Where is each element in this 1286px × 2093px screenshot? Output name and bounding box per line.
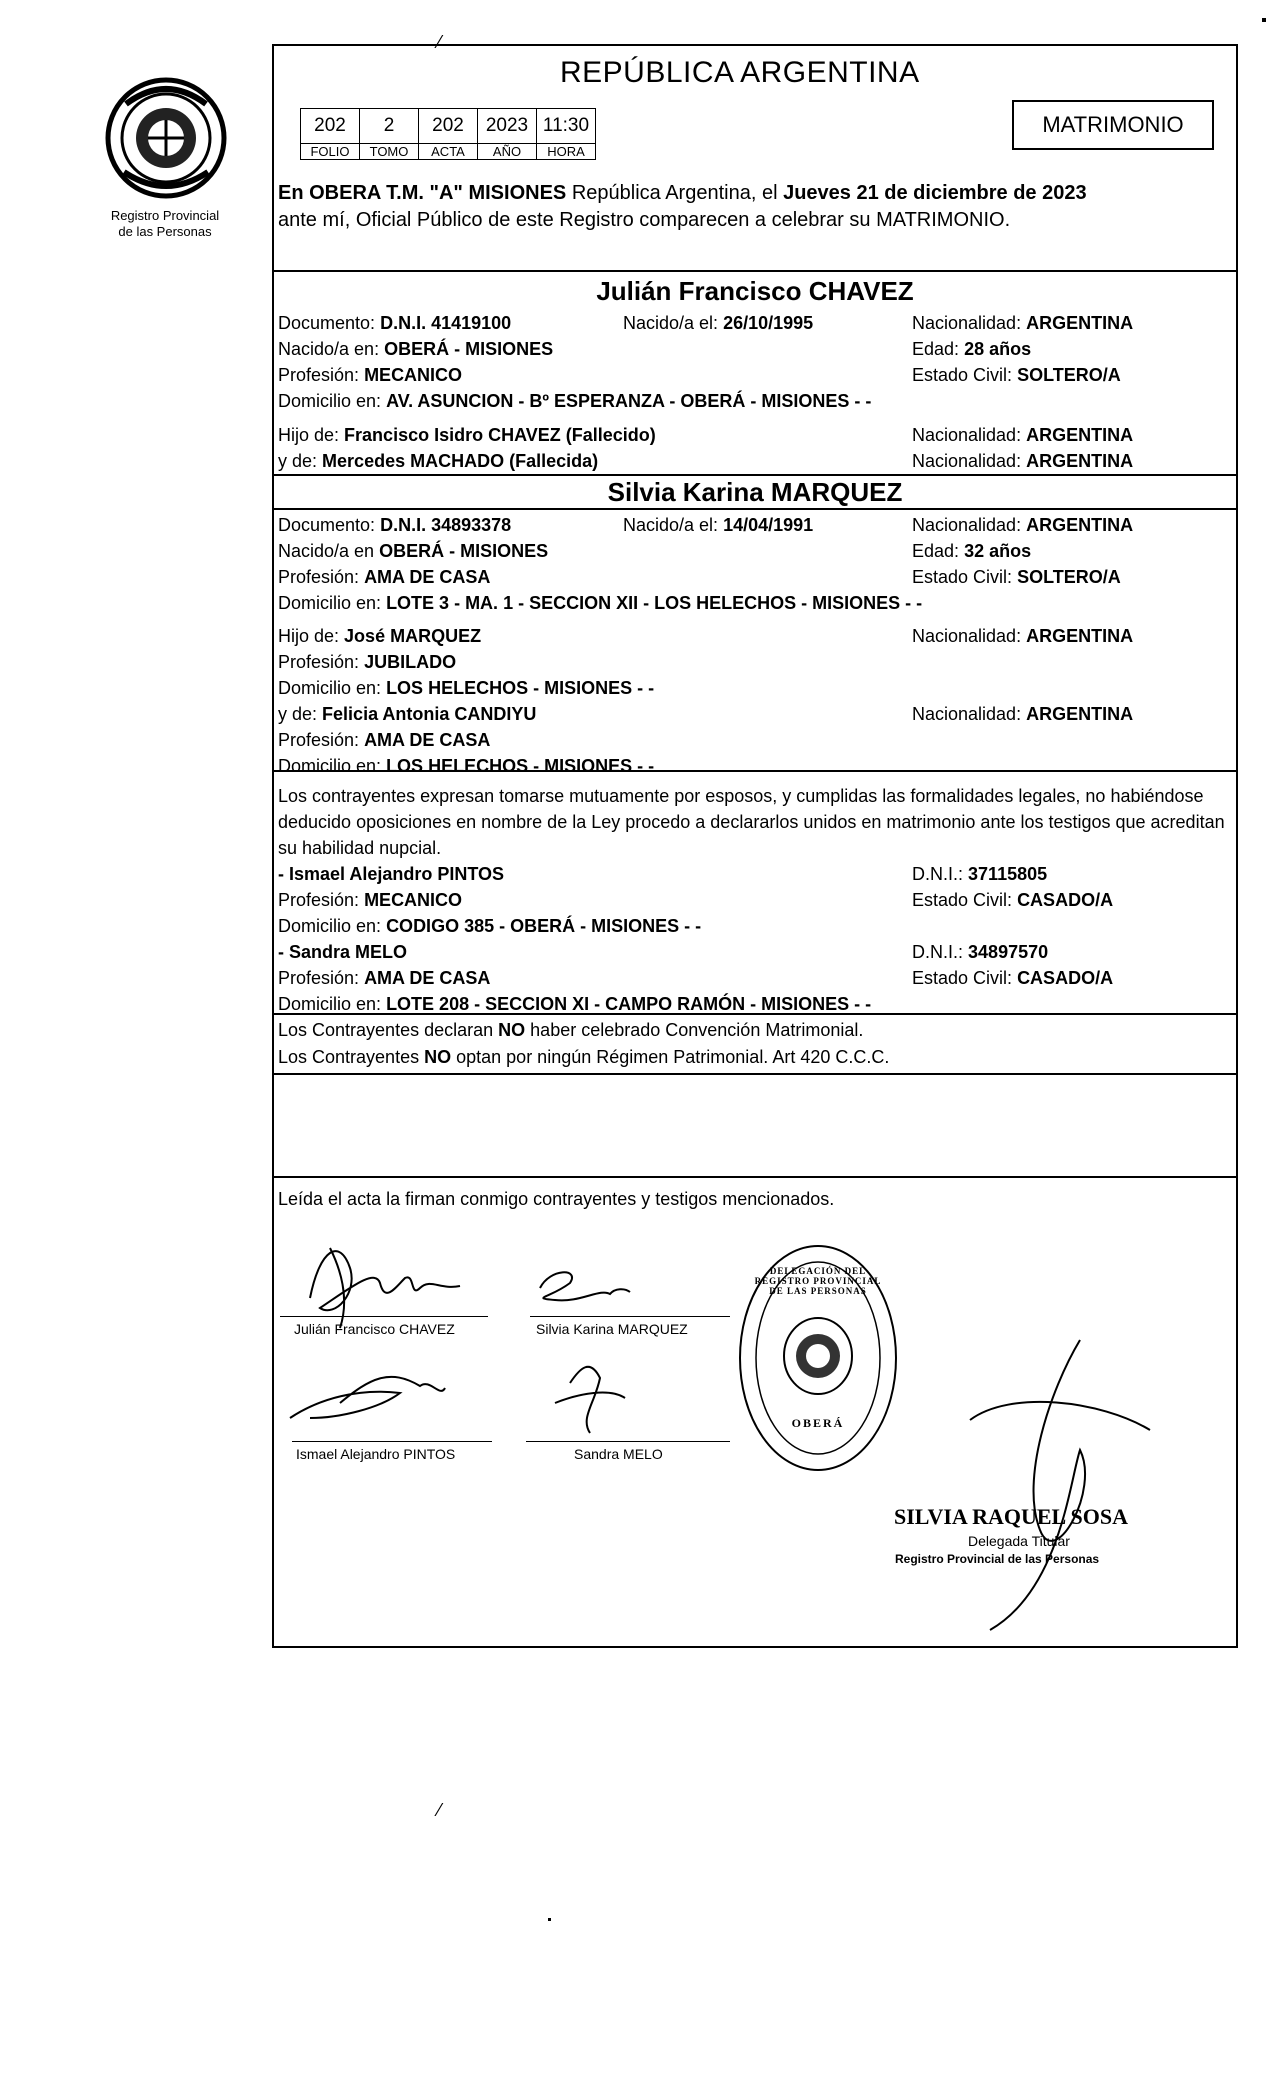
witness2-prof-row <box>278 965 1236 991</box>
father-value: José MARQUEZ <box>344 626 482 646</box>
field-label: Nacido/a en: <box>278 339 380 359</box>
field-label: Nacido/a el: <box>623 515 719 535</box>
divider <box>272 474 1238 476</box>
signature-line <box>280 1316 488 1317</box>
witness1-row <box>278 861 1236 887</box>
field-label: Domicilio en: <box>278 391 382 411</box>
regime-note <box>278 1044 1236 1070</box>
note-bold: NO <box>498 1020 526 1040</box>
field-label: Estado Civil: <box>912 365 1013 385</box>
birthplace-value: OBERÁ - MISIONES <box>384 339 554 359</box>
official-round-stamp <box>738 1238 898 1478</box>
page-title: REPÚBLICA ARGENTINA <box>560 56 920 89</box>
intro-date: Jueves 21 de diciembre de 2023 <box>783 182 1087 204</box>
logo-caption-line2: de las Personas <box>118 224 212 239</box>
address-value: LOTE 208 - SECCION XI - CAMPO RAMÓN - MISIONES - - <box>386 994 872 1014</box>
field-label: Domicilio en: <box>278 994 382 1014</box>
note-text: haber celebrado Convención Matrimonial. <box>530 1020 864 1040</box>
nationality-value: ARGENTINA <box>1026 451 1134 471</box>
record-type-box: MATRIMONIO <box>1012 100 1214 150</box>
nationality-value: ARGENTINA <box>1026 626 1134 646</box>
mother-value: Felicia Antonia CANDIYU <box>322 704 537 724</box>
official-name: SILVIA RAQUEL SOSA <box>894 1504 1128 1529</box>
divider <box>272 1073 1238 1075</box>
nationality-value: ARGENTINA <box>1026 515 1134 535</box>
witness2-dom-row <box>278 991 1236 1017</box>
father-dom-row <box>278 675 1236 701</box>
field-label: Edad: <box>912 541 960 561</box>
nationality-value: ARGENTINA <box>1026 313 1134 333</box>
address-value: LOTE 3 - MA. 1 - SECCION XII - LOS HELECHOS - MISIONES - - <box>386 593 923 613</box>
stamp-ring-text: DELEGACIÓN DEL REGISTRO PROVINCIAL DE LAS PERSONAS <box>754 1266 882 1296</box>
field-label: D.N.I.: <box>912 942 964 962</box>
field-label: Nacionalidad: <box>912 626 1022 646</box>
documento-value: D.N.I. 41419100 <box>380 313 512 333</box>
signatures-lead <box>278 1186 1236 1212</box>
contrayente1-doc-row <box>278 310 1236 336</box>
field-label: Nacionalidad: <box>912 515 1022 535</box>
field-label: Hijo de: <box>278 425 340 445</box>
contrayente2-prof-row <box>278 564 1236 590</box>
address-value: CODIGO 385 - OBERÁ - MISIONES - - <box>386 916 702 936</box>
address-value: LOS HELECHOS - MISIONES - - <box>386 678 655 698</box>
profession-value: AMA DE CASA <box>364 567 491 587</box>
stamp-bottom-text: OBERÁ <box>791 1416 845 1430</box>
contrayente2-dom-row <box>278 590 1236 616</box>
witness-name: - Sandra MELO <box>278 942 408 962</box>
contrayente1-birth-row <box>278 336 1236 362</box>
profession-value: MECANICO <box>364 365 463 385</box>
documento-value: D.N.I. 34893378 <box>380 515 512 535</box>
field-label: y de: <box>278 451 318 471</box>
signature-line <box>530 1316 730 1317</box>
birthplace-value: OBERÁ - MISIONES <box>379 541 549 561</box>
witness2-row <box>278 939 1236 965</box>
witness1-dom-row <box>278 913 1236 939</box>
field-label: Domicilio en: <box>278 593 382 613</box>
witness1-prof-row <box>278 887 1236 913</box>
note-bold: NO <box>424 1047 452 1067</box>
intro-place: En OBERA T.M. "A" MISIONES <box>278 182 567 204</box>
mother-prof-row <box>278 727 1236 753</box>
civil-status-value: SOLTERO/A <box>1017 567 1121 587</box>
divider <box>272 508 1238 510</box>
profession-value: JUBILADO <box>364 652 457 672</box>
father-value: Francisco Isidro CHAVEZ (Fallecido) <box>344 425 656 445</box>
address-value: LOS HELECHOS - MISIONES - - <box>386 756 655 776</box>
intro-line2: ante mí, Oficial Público de este Registro comparecen a celebrar su MATRIMONIO. <box>278 209 1011 231</box>
convention-note <box>278 1017 1236 1043</box>
contrayente2-father-row <box>278 623 1236 649</box>
declaration-paragraph: Los contrayentes expresan tomarse mutuamente por esposos, y cumplidas las formalidades legales, no habiéndose deducido oposiciones en nombre de la Ley procedo a declararlos unidos en matrimonio ante los testigos que acreditan su habilidad nupcial. <box>278 786 1225 858</box>
witness-name: - Ismael Alejandro PINTOS <box>278 864 505 884</box>
mother-value: Mercedes MACHADO (Fallecida) <box>322 451 599 471</box>
intro-text: República Argentina, el <box>571 182 778 204</box>
field-label: Nacionalidad: <box>912 313 1022 333</box>
nationality-value: ARGENTINA <box>1026 425 1134 445</box>
intro-paragraph <box>278 180 1236 234</box>
nationality-value: ARGENTINA <box>1026 704 1134 724</box>
signature-line <box>526 1441 730 1442</box>
field-label: Estado Civil: <box>912 968 1013 988</box>
stray-mark: ⁄ <box>438 1800 442 1820</box>
field-label: Profesión: <box>278 567 360 587</box>
stray-mark: ⁄ <box>438 32 442 52</box>
signature-name: Silvia Karina MARQUEZ <box>536 1321 688 1337</box>
folio-label: FOLIO <box>301 144 360 160</box>
civil-status-value: CASADO/A <box>1017 890 1114 910</box>
age-value: 28 años <box>964 339 1032 359</box>
signature-name: Julián Francisco CHAVEZ <box>294 1321 455 1337</box>
stray-dot <box>548 1918 551 1921</box>
hora-label: HORA <box>537 144 596 160</box>
contrayente1-prof-row <box>278 362 1236 388</box>
contrayente2-name: Silvia Karina MARQUEZ <box>607 477 903 507</box>
field-label: Edad: <box>912 339 960 359</box>
field-label: Documento: <box>278 515 376 535</box>
field-label: Estado Civil: <box>912 567 1013 587</box>
field-label: Documento: <box>278 313 376 333</box>
field-label: Domicilio en: <box>278 756 382 776</box>
field-label: Profesión: <box>278 730 360 750</box>
acta-value: 202 <box>419 109 478 144</box>
acta-label: ACTA <box>419 144 478 160</box>
contrayente2-birth-row <box>278 538 1236 564</box>
field-label: D.N.I.: <box>912 864 964 884</box>
contrayente2-mother-row <box>278 701 1236 727</box>
field-label: Estado Civil: <box>912 890 1013 910</box>
contrayente2-doc-row <box>278 512 1236 538</box>
lead-text: Leída el acta la firman conmigo contrayentes y testigos mencionados. <box>278 1189 835 1209</box>
note-text: optan por ningún Régimen Patrimonial. Art 420 C.C.C. <box>456 1047 890 1067</box>
birthdate-value: 14/04/1991 <box>723 515 814 535</box>
note-text: Los Contrayentes declaran <box>278 1020 494 1040</box>
field-label: y de: <box>278 704 318 724</box>
field-label: Nacionalidad: <box>912 425 1022 445</box>
note-text: Los Contrayentes <box>278 1047 420 1067</box>
field-label: Profesión: <box>278 365 360 385</box>
reference-table <box>300 108 596 160</box>
address-value: AV. ASUNCION - Bº ESPERANZA - OBERÁ - MISIONES - - <box>386 391 872 411</box>
field-label: Domicilio en: <box>278 678 382 698</box>
anio-value: 2023 <box>478 109 537 144</box>
divider <box>272 1176 1238 1178</box>
logo-caption-line1: Registro Provincial <box>110 208 220 223</box>
field-label: Profesión: <box>278 968 360 988</box>
official-organism: Registro Provincial de las Personas <box>895 1552 1100 1566</box>
signature-name: Ismael Alejandro PINTOS <box>296 1446 456 1462</box>
mother-dom-row <box>278 753 1236 779</box>
contrayente1-dom-row <box>278 388 1236 414</box>
provincial-seal-logo <box>104 76 228 200</box>
anio-label: AÑO <box>478 144 537 160</box>
divider <box>272 270 1238 272</box>
hora-value: 11:30 <box>537 109 596 144</box>
age-value: 32 años <box>964 541 1032 561</box>
field-label: Nacido/a en <box>278 541 375 561</box>
field-label: Profesión: <box>278 890 360 910</box>
logo-caption <box>80 208 250 240</box>
profession-value: MECANICO <box>364 890 463 910</box>
contrayente1-name: Julián Francisco CHAVEZ <box>596 276 914 306</box>
field-label: Domicilio en: <box>278 916 382 936</box>
civil-status-value: CASADO/A <box>1017 968 1114 988</box>
official-title: Delegada Titular <box>968 1533 1070 1549</box>
folio-value: 202 <box>301 109 360 144</box>
field-label: Profesión: <box>278 652 360 672</box>
dni-value: 34897570 <box>968 942 1049 962</box>
signature-line <box>292 1441 492 1442</box>
signature-name: Sandra MELO <box>574 1446 663 1462</box>
dni-value: 37115805 <box>968 864 1048 884</box>
profession-value: AMA DE CASA <box>364 968 491 988</box>
tomo-value: 2 <box>360 109 419 144</box>
field-label: Nacionalidad: <box>912 451 1022 471</box>
tomo-label: TOMO <box>360 144 419 160</box>
civil-status-value: SOLTERO/A <box>1017 365 1121 385</box>
contrayente1-father-row <box>278 422 1236 448</box>
field-label: Hijo de: <box>278 626 340 646</box>
contrayente1-mother-row <box>278 448 1236 474</box>
handwritten-signatures <box>280 1228 740 1458</box>
field-label: Nacido/a el: <box>623 313 719 333</box>
profession-value: AMA DE CASA <box>364 730 491 750</box>
official-signature <box>950 1330 1180 1640</box>
stray-dot <box>1262 18 1266 22</box>
birthdate-value: 26/10/1995 <box>723 313 814 333</box>
field-label: Nacionalidad: <box>912 704 1022 724</box>
father-prof-row <box>278 649 1236 675</box>
